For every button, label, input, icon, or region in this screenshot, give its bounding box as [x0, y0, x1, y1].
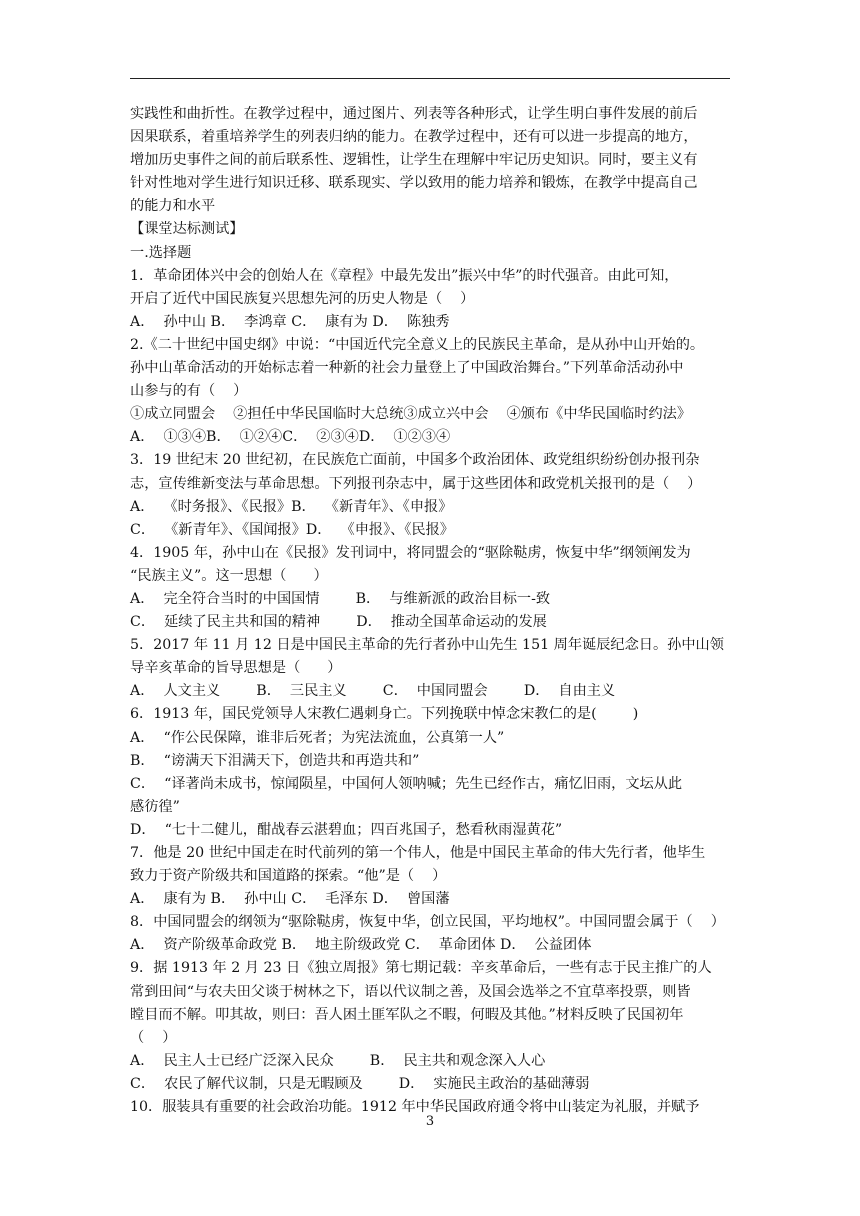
text-line: 常到田间“与农夫田父谈于树林之下，语以代议制之善，及国会选举之不宜草率投票，则皆 — [130, 983, 691, 1000]
text-line: 一.选择题 — [130, 244, 192, 261]
text-line: 因果联系，着重培养学生的列表归纳的能力。在教学过程中，还有可以进一步提高的地方， — [130, 129, 698, 146]
text-line: A． 康有为 B． 孙中山 C． 毛泽东 D． 曾国藩 — [130, 891, 450, 908]
text-line: A． 完全符合当时的中国国情 B． 与维新派的政治目标一-致 — [130, 590, 551, 607]
text-line: 瞠目而不解。叩其故，则曰：吾人困土匪军队之不暇，何暇及其他。”材料反映了民国初年 — [130, 1006, 684, 1023]
text-line: 9．据 1913 年 2 月 23 日《独立周报》第七期记载：辛亥革命后，一些有志于民主推广的人 — [130, 960, 712, 977]
text-line: A． 民主人士已经广泛深入民众 B． 民主共和观念深入人心 — [130, 1052, 546, 1069]
text-line: 8．中国同盟会的纲领为“驱除鞑虏，恢复中华，创立民国，平均地权”。中国同盟会属于（ ） — [130, 914, 725, 931]
text-line: 【课堂达标测试】 — [130, 221, 244, 238]
text-line: C． “译著尚未成书，惊闻陨星，中国何人领呐喊；先生已经作古，痛忆旧雨，文坛从此 — [130, 775, 683, 792]
text-line: 增加历史事件之间的前后联系性、逻辑性，让学生在理解中牢记历史知识。同时，要主义有 — [130, 152, 698, 169]
text-line: 山参与的有（ ） — [130, 383, 248, 400]
text-line: C． 延续了民主共和国的精神 D． 推动全国革命运动的发展 — [130, 614, 547, 631]
text-line: 开启了近代中国民族复兴思想先河的历史人物是（ ） — [130, 290, 475, 307]
text-line: D． “七十二健儿，酣战春云湛碧血；四百兆国子，愁看秋雨湿黄花” — [130, 821, 563, 838]
text-line: A． 人文主义 B． 三民主义 C． 中国同盟会 D． 自由主义 — [130, 683, 616, 700]
text-line: 10．服装具有重要的社会政治功能。1912 年中华民国政府通令将中山装定为礼服，并赋予 — [130, 1099, 700, 1116]
text-line: 6．1913 年，国民党领导人宋教仁遇刺身亡。下列挽联中悼念宋教仁的是( ) — [130, 706, 639, 723]
document-body — [130, 103, 732, 1119]
text-line: 3．19 世纪末 20 世纪初，在民族危亡面前，中国多个政治团体、政党组织纷纷创办报刊杂 — [130, 452, 700, 469]
text-line: （ ） — [130, 1029, 177, 1046]
text-line: ①成立同盟会 ②担任中华民国临时大总统③成立兴中会 ④颁布《中华民国临时约法》 — [130, 406, 692, 423]
text-line: B． “谤满天下泪满天下，创造共和再造共和” — [130, 752, 420, 769]
text-line: C． 农民了解代议制，只是无暇顾及 D． 实施民主政治的基础薄弱 — [130, 1075, 590, 1092]
text-line: 4．1905 年，孙中山在《民报》发刊词中，将同盟会的“驱除鞑虏，恢复中华”纲领阐发为 — [130, 544, 691, 561]
text-line: A． ①③④B． ①②④C． ②③④D． ①②③④ — [130, 429, 451, 446]
text-line: 实践性和曲折性。在教学过程中，通过图片、列表等各种形式，让学生明白事件发展的前后 — [130, 106, 698, 122]
text-line: 导辛亥革命的旨导思想是（ ） — [130, 660, 342, 677]
text-line: 1．革命团体兴中会的创始人在《章程》中最先发出”振兴中华”的时代强音。由此可知， — [130, 267, 679, 284]
header-rule — [130, 78, 730, 79]
text-line: A． 《时务报》、《民报》B． 《新青年》、《申报》 — [130, 498, 453, 515]
text-line: 致力于资产阶级共和国道路的探索。“他”是（ ） — [130, 868, 447, 885]
text-line: 2.《二十世纪中国史纲》中说：“中国近代完全意义上的民族民主革命，是从孙中山开始的。 — [130, 336, 705, 353]
text-line: A． 孙中山 B． 李鸿章 C． 康有为 D． 陈独秀 — [130, 313, 450, 330]
text-line: 孙中山革命活动的开始标志着一种新的社会力量登上了中国政治舞台。”下列革命活动孙中 — [130, 360, 684, 377]
page-number: 3 — [425, 1114, 435, 1129]
text-line: C． 《新青年》、《国闻报》D． 《申报》、《民报》 — [130, 521, 454, 538]
text-line: 感彷徨” — [130, 798, 180, 815]
text-line: 的能力和水平 — [130, 198, 216, 215]
text-line: 7．他是 20 世纪中国走在时代前列的第一个伟人，他是中国民主革命的伟大先行者，他毕生 — [130, 845, 706, 861]
text-line: A． “作公民保障，谁非后死者；为宪法流血，公真第一人” — [130, 729, 505, 746]
text-line: 5．2017 年 11 月 12 日是中国民主革命的先行者孙中山先生 151 周年诞辰纪念日。孙中山领 — [130, 637, 724, 654]
text-line: 志，宣传维新变法与革命思想。下列报刊杂志中，属于这些团体和政党机关报刊的是（ ） — [130, 475, 702, 492]
text-line: “民族主义”。这一思想（ ） — [130, 567, 328, 584]
text-line: 针对性地对学生进行知识迁移、联系现实、学以致用的能力培养和锻炼，在教学中提高自己 — [130, 175, 698, 192]
text-line: A． 资产阶级革命政党 B． 地主阶级政党 C． 革命团体 D． 公益团体 — [130, 937, 592, 954]
